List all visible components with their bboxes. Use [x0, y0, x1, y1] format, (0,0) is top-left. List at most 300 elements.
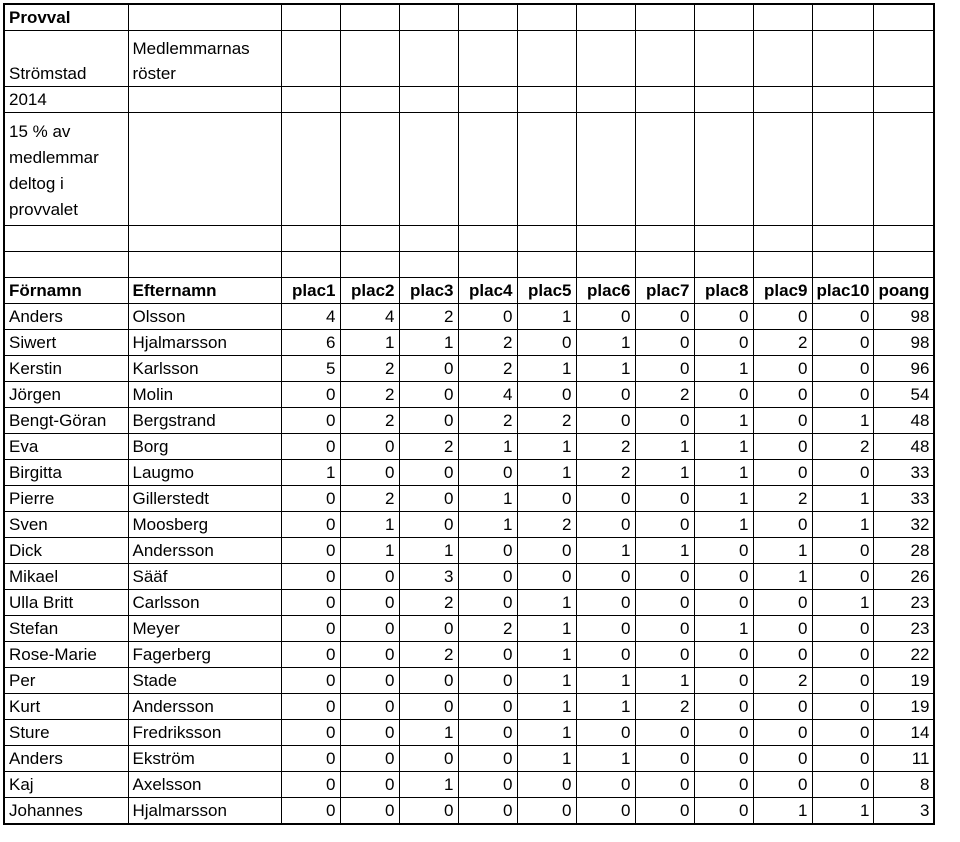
- placement-cell[interactable]: 0: [753, 772, 812, 798]
- members-votes-cell[interactable]: [128, 31, 281, 87]
- points-cell[interactable]: 8: [874, 772, 935, 798]
- first-name-cell[interactable]: Ulla Britt: [4, 590, 128, 616]
- placement-cell[interactable]: 1: [812, 486, 874, 512]
- placement-cell[interactable]: 1: [576, 668, 635, 694]
- placement-cell[interactable]: 0: [576, 564, 635, 590]
- placement-cell[interactable]: 0: [753, 460, 812, 486]
- placement-cell[interactable]: 0: [340, 720, 399, 746]
- placement-cell[interactable]: 0: [399, 616, 458, 642]
- placement-cell[interactable]: 1: [812, 512, 874, 538]
- year-cell[interactable]: 2014: [4, 87, 128, 113]
- placement-cell[interactable]: 0: [340, 668, 399, 694]
- placement-cell[interactable]: 0: [576, 720, 635, 746]
- last-name-cell[interactable]: Karlsson: [128, 356, 281, 382]
- placement-cell[interactable]: 0: [340, 798, 399, 825]
- points-cell[interactable]: 19: [874, 668, 935, 694]
- participation-cell[interactable]: [4, 113, 128, 226]
- placement-cell[interactable]: 1: [694, 434, 753, 460]
- placement-cell[interactable]: 0: [340, 564, 399, 590]
- placement-cell[interactable]: 0: [576, 382, 635, 408]
- placement-cell[interactable]: 0: [635, 798, 694, 825]
- placement-cell[interactable]: 0: [517, 538, 576, 564]
- placement-cell[interactable]: 1: [458, 512, 517, 538]
- first-name-cell[interactable]: Stefan: [4, 616, 128, 642]
- location-cell[interactable]: Strömstad: [4, 31, 128, 87]
- placement-cell[interactable]: 1: [694, 356, 753, 382]
- placement-cell[interactable]: 0: [281, 616, 340, 642]
- placement-cell[interactable]: 1: [517, 460, 576, 486]
- column-header-plac2[interactable]: plac2: [340, 278, 399, 304]
- last-name-cell[interactable]: Gillerstedt: [128, 486, 281, 512]
- placement-cell[interactable]: 1: [576, 694, 635, 720]
- placement-cell[interactable]: 2: [399, 434, 458, 460]
- placement-cell[interactable]: 0: [517, 486, 576, 512]
- first-name-cell[interactable]: Pierre: [4, 486, 128, 512]
- placement-cell[interactable]: 1: [694, 486, 753, 512]
- placement-cell[interactable]: 0: [635, 642, 694, 668]
- placement-cell[interactable]: 0: [635, 408, 694, 434]
- column-header-plac10[interactable]: plac10: [812, 278, 874, 304]
- placement-cell[interactable]: 1: [458, 434, 517, 460]
- placement-cell[interactable]: 1: [399, 330, 458, 356]
- placement-cell[interactable]: 0: [340, 434, 399, 460]
- points-cell[interactable]: 26: [874, 564, 935, 590]
- results-table: [3, 3, 935, 825]
- placement-cell[interactable]: 0: [458, 460, 517, 486]
- last-name-cell[interactable]: Bergstrand: [128, 408, 281, 434]
- column-header-plac4[interactable]: plac4: [458, 278, 517, 304]
- table-row: [4, 408, 934, 434]
- placement-cell[interactable]: 0: [281, 746, 340, 772]
- placement-cell[interactable]: 0: [753, 408, 812, 434]
- table-row: [4, 616, 934, 642]
- placement-cell[interactable]: 0: [635, 486, 694, 512]
- placement-cell[interactable]: 1: [340, 512, 399, 538]
- placement-cell[interactable]: 2: [635, 694, 694, 720]
- placement-cell[interactable]: 2: [635, 382, 694, 408]
- participation-line-4: provvalet: [9, 200, 78, 219]
- placement-cell[interactable]: 1: [753, 564, 812, 590]
- placement-cell[interactable]: 1: [635, 538, 694, 564]
- placement-cell[interactable]: 1: [517, 434, 576, 460]
- table-row: [4, 798, 934, 825]
- placement-cell[interactable]: 2: [753, 486, 812, 512]
- placement-cell[interactable]: 0: [576, 798, 635, 825]
- placement-cell[interactable]: 0: [694, 590, 753, 616]
- placement-cell[interactable]: 0: [812, 746, 874, 772]
- first-name-cell[interactable]: Sven: [4, 512, 128, 538]
- column-header-plac8[interactable]: plac8: [694, 278, 753, 304]
- placement-cell[interactable]: 1: [576, 746, 635, 772]
- participation-line-2: medlemmar: [9, 148, 99, 167]
- first-name-cell[interactable]: Anders: [4, 746, 128, 772]
- placement-cell[interactable]: 1: [517, 356, 576, 382]
- placement-cell[interactable]: 0: [576, 304, 635, 330]
- placement-cell[interactable]: 0: [635, 564, 694, 590]
- points-cell[interactable]: 14: [874, 720, 935, 746]
- placement-cell[interactable]: 2: [458, 330, 517, 356]
- table-row: [4, 720, 934, 746]
- last-name-cell[interactable]: Hjalmarsson: [128, 798, 281, 825]
- placement-cell[interactable]: 0: [812, 772, 874, 798]
- placement-cell[interactable]: 0: [458, 642, 517, 668]
- placement-cell[interactable]: 0: [458, 304, 517, 330]
- points-cell[interactable]: 23: [874, 616, 935, 642]
- placement-cell[interactable]: 0: [694, 538, 753, 564]
- last-name-cell[interactable]: Fagerberg: [128, 642, 281, 668]
- placement-cell[interactable]: 0: [399, 460, 458, 486]
- placement-cell[interactable]: 2: [458, 356, 517, 382]
- placement-cell[interactable]: 0: [753, 720, 812, 746]
- last-name-cell[interactable]: Molin: [128, 382, 281, 408]
- placement-cell[interactable]: 0: [635, 512, 694, 538]
- points-cell[interactable]: 22: [874, 642, 935, 668]
- column-header-efternamn[interactable]: Efternamn: [128, 278, 281, 304]
- placement-cell[interactable]: 1: [340, 538, 399, 564]
- placement-cell[interactable]: 0: [458, 720, 517, 746]
- points-cell[interactable]: 11: [874, 746, 935, 772]
- placement-cell[interactable]: 0: [753, 382, 812, 408]
- placement-cell[interactable]: 0: [694, 668, 753, 694]
- placement-cell[interactable]: 0: [517, 798, 576, 825]
- last-name-cell[interactable]: Fredriksson: [128, 720, 281, 746]
- first-name-cell[interactable]: Sture: [4, 720, 128, 746]
- column-header-poang[interactable]: poang: [874, 278, 935, 304]
- placement-cell[interactable]: 0: [399, 512, 458, 538]
- placement-cell[interactable]: 0: [399, 382, 458, 408]
- placement-cell[interactable]: 2: [399, 642, 458, 668]
- placement-cell[interactable]: 0: [281, 486, 340, 512]
- placement-cell[interactable]: 1: [576, 538, 635, 564]
- last-name-cell[interactable]: Laugmo: [128, 460, 281, 486]
- table-row: [4, 538, 934, 564]
- placement-cell[interactable]: 0: [458, 590, 517, 616]
- placement-cell[interactable]: 0: [812, 460, 874, 486]
- column-header-plac6[interactable]: plac6: [576, 278, 635, 304]
- placement-cell[interactable]: 0: [576, 616, 635, 642]
- placement-cell[interactable]: 0: [812, 642, 874, 668]
- info-row-2: [4, 87, 934, 113]
- first-name-cell[interactable]: Per: [4, 668, 128, 694]
- placement-cell[interactable]: 0: [281, 798, 340, 825]
- placement-cell[interactable]: 0: [281, 694, 340, 720]
- points-cell[interactable]: 19: [874, 694, 935, 720]
- placement-cell[interactable]: 0: [576, 408, 635, 434]
- points-cell[interactable]: 28: [874, 538, 935, 564]
- placement-cell[interactable]: 0: [281, 408, 340, 434]
- placement-cell[interactable]: 0: [458, 772, 517, 798]
- placement-cell[interactable]: 0: [694, 382, 753, 408]
- placement-cell[interactable]: 0: [635, 720, 694, 746]
- placement-cell[interactable]: 0: [753, 694, 812, 720]
- first-name-cell[interactable]: Kaj: [4, 772, 128, 798]
- placement-cell[interactable]: 0: [576, 642, 635, 668]
- placement-cell[interactable]: 2: [576, 460, 635, 486]
- placement-cell[interactable]: 0: [281, 512, 340, 538]
- placement-cell[interactable]: 2: [458, 616, 517, 642]
- first-name-cell[interactable]: Jörgen: [4, 382, 128, 408]
- placement-cell[interactable]: 4: [458, 382, 517, 408]
- placement-cell[interactable]: 0: [340, 590, 399, 616]
- first-name-cell[interactable]: Anders: [4, 304, 128, 330]
- placement-cell[interactable]: 0: [399, 746, 458, 772]
- placement-cell[interactable]: 0: [635, 772, 694, 798]
- placement-cell[interactable]: 0: [281, 538, 340, 564]
- placement-cell[interactable]: 1: [399, 720, 458, 746]
- last-name-cell[interactable]: Axelsson: [128, 772, 281, 798]
- last-name-cell[interactable]: Hjalmarsson: [128, 330, 281, 356]
- placement-cell[interactable]: 0: [281, 590, 340, 616]
- placement-cell[interactable]: 1: [576, 356, 635, 382]
- placement-cell[interactable]: 0: [281, 434, 340, 460]
- placement-cell[interactable]: 0: [340, 772, 399, 798]
- placement-cell[interactable]: 0: [458, 694, 517, 720]
- placement-cell[interactable]: 0: [576, 512, 635, 538]
- title-cell[interactable]: Provval: [4, 4, 128, 31]
- placement-cell[interactable]: 0: [694, 720, 753, 746]
- placement-cell[interactable]: 0: [458, 538, 517, 564]
- placement-cell[interactable]: 0: [399, 356, 458, 382]
- placement-cell[interactable]: 0: [517, 772, 576, 798]
- placement-cell[interactable]: 1: [635, 434, 694, 460]
- points-cell[interactable]: 33: [874, 486, 935, 512]
- placement-cell[interactable]: 0: [340, 694, 399, 720]
- placement-cell[interactable]: 0: [399, 798, 458, 825]
- placement-cell[interactable]: 0: [812, 330, 874, 356]
- placement-cell[interactable]: 0: [281, 720, 340, 746]
- table-row: [4, 460, 934, 486]
- table-row: [4, 356, 934, 382]
- points-cell[interactable]: 3: [874, 798, 935, 825]
- placement-cell[interactable]: 1: [753, 798, 812, 825]
- placement-cell[interactable]: 1: [399, 772, 458, 798]
- placement-cell[interactable]: 4: [281, 304, 340, 330]
- placement-cell[interactable]: 0: [694, 798, 753, 825]
- placement-cell[interactable]: 0: [517, 382, 576, 408]
- last-name-cell[interactable]: Sääf: [128, 564, 281, 590]
- placement-cell[interactable]: 1: [517, 616, 576, 642]
- placement-cell[interactable]: 0: [694, 642, 753, 668]
- placement-cell[interactable]: 0: [694, 564, 753, 590]
- placement-cell[interactable]: 0: [399, 694, 458, 720]
- placement-cell[interactable]: 1: [635, 460, 694, 486]
- placement-cell[interactable]: 0: [753, 746, 812, 772]
- placement-cell[interactable]: 1: [812, 798, 874, 825]
- last-name-cell[interactable]: Ekström: [128, 746, 281, 772]
- first-name-cell[interactable]: Johannes: [4, 798, 128, 825]
- points-cell[interactable]: 48: [874, 408, 935, 434]
- placement-cell[interactable]: 0: [340, 642, 399, 668]
- placement-cell[interactable]: 0: [694, 772, 753, 798]
- placement-cell[interactable]: 2: [576, 434, 635, 460]
- placement-cell[interactable]: 0: [281, 382, 340, 408]
- placement-cell[interactable]: 4: [340, 304, 399, 330]
- points-cell[interactable]: 96: [874, 356, 935, 382]
- points-cell[interactable]: 33: [874, 460, 935, 486]
- placement-cell[interactable]: 0: [694, 330, 753, 356]
- placement-cell[interactable]: 0: [517, 564, 576, 590]
- column-header-plac3[interactable]: plac3: [399, 278, 458, 304]
- placement-cell[interactable]: 1: [340, 330, 399, 356]
- points-cell[interactable]: 98: [874, 304, 935, 330]
- column-header-plac7[interactable]: plac7: [635, 278, 694, 304]
- placement-cell[interactable]: 1: [458, 486, 517, 512]
- placement-cell[interactable]: 0: [753, 512, 812, 538]
- placement-cell[interactable]: 1: [694, 408, 753, 434]
- placement-cell[interactable]: 1: [694, 460, 753, 486]
- placement-cell[interactable]: 2: [340, 382, 399, 408]
- placement-cell[interactable]: 1: [281, 460, 340, 486]
- placement-cell[interactable]: 2: [517, 512, 576, 538]
- points-cell[interactable]: 32: [874, 512, 935, 538]
- points-cell[interactable]: 98: [874, 330, 935, 356]
- placement-cell[interactable]: 0: [635, 330, 694, 356]
- placement-cell[interactable]: 0: [635, 304, 694, 330]
- placement-cell[interactable]: 1: [812, 590, 874, 616]
- last-name-cell[interactable]: Borg: [128, 434, 281, 460]
- placement-cell[interactable]: 0: [458, 668, 517, 694]
- first-name-cell[interactable]: Kerstin: [4, 356, 128, 382]
- table-row: [4, 486, 934, 512]
- placement-cell[interactable]: 0: [812, 720, 874, 746]
- placement-cell[interactable]: 0: [399, 408, 458, 434]
- placement-cell[interactable]: 0: [281, 668, 340, 694]
- placement-cell[interactable]: 0: [753, 616, 812, 642]
- placement-cell[interactable]: 2: [517, 408, 576, 434]
- table-row: [4, 772, 934, 798]
- placement-cell[interactable]: 0: [812, 616, 874, 642]
- first-name-cell[interactable]: Kurt: [4, 694, 128, 720]
- first-name-cell[interactable]: Rose-Marie: [4, 642, 128, 668]
- last-name-cell[interactable]: Stade: [128, 668, 281, 694]
- placement-cell[interactable]: 0: [576, 590, 635, 616]
- placement-cell[interactable]: 1: [812, 408, 874, 434]
- placement-cell[interactable]: 0: [694, 746, 753, 772]
- placement-cell[interactable]: 0: [635, 616, 694, 642]
- points-cell[interactable]: 54: [874, 382, 935, 408]
- placement-cell[interactable]: 0: [635, 746, 694, 772]
- placement-cell[interactable]: 0: [281, 772, 340, 798]
- placement-cell[interactable]: 2: [399, 304, 458, 330]
- table-row: [4, 746, 934, 772]
- placement-cell[interactable]: 0: [694, 304, 753, 330]
- first-name-cell[interactable]: Birgitta: [4, 460, 128, 486]
- empty-row-1: [4, 226, 934, 252]
- placement-cell[interactable]: 0: [694, 694, 753, 720]
- placement-cell[interactable]: 0: [753, 356, 812, 382]
- placement-cell[interactable]: 0: [812, 668, 874, 694]
- placement-cell[interactable]: 1: [753, 538, 812, 564]
- placement-cell[interactable]: 1: [576, 330, 635, 356]
- placement-cell[interactable]: 0: [635, 590, 694, 616]
- placement-cell[interactable]: 0: [340, 616, 399, 642]
- placement-cell[interactable]: 0: [458, 798, 517, 825]
- last-name-cell[interactable]: Olsson: [128, 304, 281, 330]
- placement-cell[interactable]: 2: [812, 434, 874, 460]
- placement-cell[interactable]: 0: [812, 564, 874, 590]
- last-name-cell[interactable]: Carlsson: [128, 590, 281, 616]
- placement-cell[interactable]: 1: [517, 668, 576, 694]
- column-header-plac5[interactable]: plac5: [517, 278, 576, 304]
- column-header-plac1[interactable]: plac1: [281, 278, 340, 304]
- placement-cell[interactable]: 0: [517, 330, 576, 356]
- placement-cell[interactable]: 0: [753, 434, 812, 460]
- placement-cell[interactable]: 1: [635, 668, 694, 694]
- placement-cell[interactable]: 0: [753, 304, 812, 330]
- info-row-1: [4, 31, 934, 87]
- placement-cell[interactable]: 1: [694, 512, 753, 538]
- placement-cell[interactable]: 0: [576, 486, 635, 512]
- last-name-cell[interactable]: Andersson: [128, 694, 281, 720]
- placement-cell[interactable]: 2: [399, 590, 458, 616]
- placement-cell[interactable]: 0: [399, 486, 458, 512]
- last-name-cell[interactable]: Andersson: [128, 538, 281, 564]
- placement-cell[interactable]: 1: [694, 616, 753, 642]
- points-cell[interactable]: 48: [874, 434, 935, 460]
- placement-cell[interactable]: 0: [576, 772, 635, 798]
- column-header-plac9[interactable]: plac9: [753, 278, 812, 304]
- placement-cell[interactable]: 2: [340, 408, 399, 434]
- placement-cell[interactable]: 6: [281, 330, 340, 356]
- placement-cell[interactable]: 0: [812, 538, 874, 564]
- placement-cell[interactable]: 5: [281, 356, 340, 382]
- first-name-cell[interactable]: Mikael: [4, 564, 128, 590]
- placement-cell[interactable]: 0: [340, 746, 399, 772]
- placement-cell[interactable]: 1: [517, 590, 576, 616]
- placement-cell[interactable]: 0: [635, 356, 694, 382]
- placement-cell[interactable]: 1: [517, 694, 576, 720]
- placement-cell[interactable]: 0: [812, 382, 874, 408]
- placement-cell[interactable]: 0: [753, 642, 812, 668]
- points-cell[interactable]: 23: [874, 590, 935, 616]
- placement-cell[interactable]: 0: [753, 590, 812, 616]
- placement-cell[interactable]: 3: [399, 564, 458, 590]
- placement-cell[interactable]: 1: [517, 642, 576, 668]
- table-row: [4, 512, 934, 538]
- placement-cell[interactable]: 0: [812, 694, 874, 720]
- placement-cell[interactable]: 0: [281, 564, 340, 590]
- placement-cell[interactable]: 2: [340, 356, 399, 382]
- placement-cell[interactable]: 2: [458, 408, 517, 434]
- first-name-cell[interactable]: Eva: [4, 434, 128, 460]
- placement-cell[interactable]: 0: [458, 564, 517, 590]
- title-row: [4, 4, 934, 31]
- placement-cell[interactable]: 0: [340, 460, 399, 486]
- table-row: [4, 330, 934, 356]
- first-name-cell[interactable]: Siwert: [4, 330, 128, 356]
- placement-cell[interactable]: 2: [753, 668, 812, 694]
- placement-cell[interactable]: 2: [753, 330, 812, 356]
- placement-cell[interactable]: 0: [812, 356, 874, 382]
- placement-cell[interactable]: 1: [517, 746, 576, 772]
- table-row: [4, 668, 934, 694]
- last-name-cell[interactable]: Moosberg: [128, 512, 281, 538]
- first-name-cell[interactable]: Bengt-Göran: [4, 408, 128, 434]
- placement-cell[interactable]: 1: [517, 304, 576, 330]
- placement-cell[interactable]: 1: [517, 720, 576, 746]
- last-name-cell[interactable]: Meyer: [128, 616, 281, 642]
- first-name-cell[interactable]: Dick: [4, 538, 128, 564]
- placement-cell[interactable]: 0: [458, 746, 517, 772]
- empty-row-2: [4, 252, 934, 278]
- placement-cell[interactable]: 0: [281, 642, 340, 668]
- table-row: [4, 590, 934, 616]
- column-header-f-rnamn[interactable]: Förnamn: [4, 278, 128, 304]
- placement-cell[interactable]: 1: [399, 538, 458, 564]
- placement-cell[interactable]: 0: [812, 304, 874, 330]
- placement-cell[interactable]: 0: [399, 668, 458, 694]
- placement-cell[interactable]: 2: [340, 486, 399, 512]
